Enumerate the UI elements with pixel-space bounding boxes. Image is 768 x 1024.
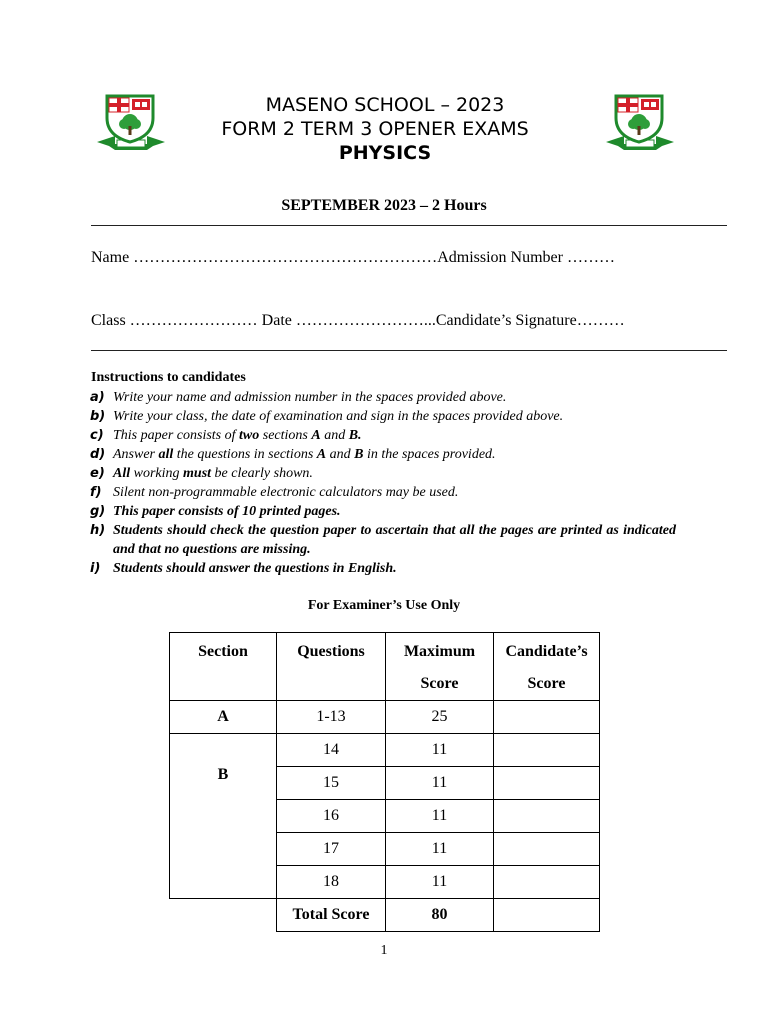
instruction-label: h) [90,523,106,538]
table-header-row [170,633,600,701]
exam-date-duration: SEPTEMBER 2023 – 2 Hours [281,197,487,214]
header-candidate-score [494,633,600,701]
instruction-text: in the spaces provided. [363,447,496,462]
instruction-item [90,388,676,407]
instruction-label: c) [90,428,104,443]
header-candidate-line2: Score [527,675,566,692]
instruction-text: This paper consists of [113,428,240,443]
questions-cell: 1-13 [277,701,386,734]
candidate-score-cell[interactable] [494,800,600,833]
table-row [170,734,600,767]
instruction-item [90,445,676,464]
header-maximum-score [386,633,494,701]
section-b-cell: B [170,734,277,899]
total-candidate-score-cell[interactable] [494,899,600,932]
examiner-score-table [169,632,600,932]
instruction-text: Silent non-programmable electronic calculators may be used. [113,485,459,500]
instruction-label: g) [90,504,106,519]
name-admission-line: Name …………………………………………………Admission Number ……… [91,249,615,266]
instruction-label: b) [90,409,106,424]
questions-cell: 18 [277,866,386,899]
total-row [170,899,600,932]
instruction-emphasis: A [311,428,321,443]
instruction-item [90,407,676,426]
total-max-score: 80 [386,899,494,932]
questions-cell: 16 [277,800,386,833]
instruction-label: d) [90,447,106,462]
max-score-cell: 11 [386,734,494,767]
instruction-item [90,464,676,483]
school-crest-right-icon [604,92,676,156]
instruction-text: sections [259,428,312,443]
candidate-score-cell[interactable] [494,734,600,767]
instruction-emphasis: two [239,428,260,443]
instruction-text: This paper consists of 10 printed pages. [113,504,341,519]
instruction-emphasis: A [316,447,327,462]
school-title: MASENO SCHOOL – 2023 [265,94,505,116]
total-label: Total Score [277,899,386,932]
instruction-text: Students should check the question paper to ascertain that all the pages are printed as indicated and that no questions are missing. [113,523,676,557]
instruction-item [90,502,676,521]
instruction-text: working [130,466,184,481]
class-date-signature-line: Class …………………… Date ……………………...Candidate’s Signature……… [91,312,625,329]
page-number: 1 [380,943,388,958]
instruction-text: Students should answer the questions in English. [113,561,397,576]
max-score-cell: 11 [386,800,494,833]
instruction-text: and [326,447,355,462]
exam-title: FORM 2 TERM 3 OPENER EXAMS [221,118,529,140]
questions-cell: 14 [277,734,386,767]
instruction-item [90,426,676,445]
header-maximum-line2: Score [420,675,459,692]
header-section: Section [170,633,277,701]
instruction-text: and [320,428,349,443]
questions-cell: 15 [277,767,386,800]
instruction-emphasis: All [113,466,131,481]
instruction-item [90,483,676,502]
instruction-emphasis: B [354,447,364,462]
empty-cell [170,899,277,932]
candidate-score-cell[interactable] [494,866,600,899]
instruction-label: e) [90,466,105,481]
instruction-text: the questions in sections [173,447,317,462]
table-row [170,701,600,734]
header-questions: Questions [277,633,386,701]
instruction-emphasis: must [183,466,212,481]
max-score-cell: 11 [386,833,494,866]
instruction-label: i) [90,561,101,576]
candidate-score-cell[interactable] [494,701,600,734]
section-a-cell: A [170,701,277,734]
candidate-score-cell[interactable] [494,833,600,866]
examiner-caption: For Examiner’s Use Only [307,598,461,613]
max-score-cell: 11 [386,866,494,899]
instruction-emphasis: all [158,447,174,462]
header-candidate-line1: Candidate’s [505,643,588,660]
instruction-emphasis: B. [348,428,362,443]
instruction-label: a) [90,390,105,405]
max-score-cell: 25 [386,701,494,734]
instruction-item [90,559,676,578]
instruction-item [90,521,676,559]
instruction-label: f) [90,485,102,500]
subject-title: PHYSICS [338,142,432,164]
questions-cell: 17 [277,833,386,866]
instruction-text: Write your class, the date of examination and sign in the spaces provided above. [113,409,564,424]
max-score-cell: 11 [386,767,494,800]
bottom-divider [91,350,727,351]
instruction-text: be clearly shown. [211,466,313,481]
instruction-text: Write your name and admission number in the spaces provided above. [113,390,507,405]
instruction-text: Answer [113,447,159,462]
candidate-score-cell[interactable] [494,767,600,800]
top-divider [91,225,727,226]
instructions-list [90,388,676,578]
instructions-title: Instructions to candidates [91,370,246,385]
header-maximum-line1: Maximum [403,643,476,660]
